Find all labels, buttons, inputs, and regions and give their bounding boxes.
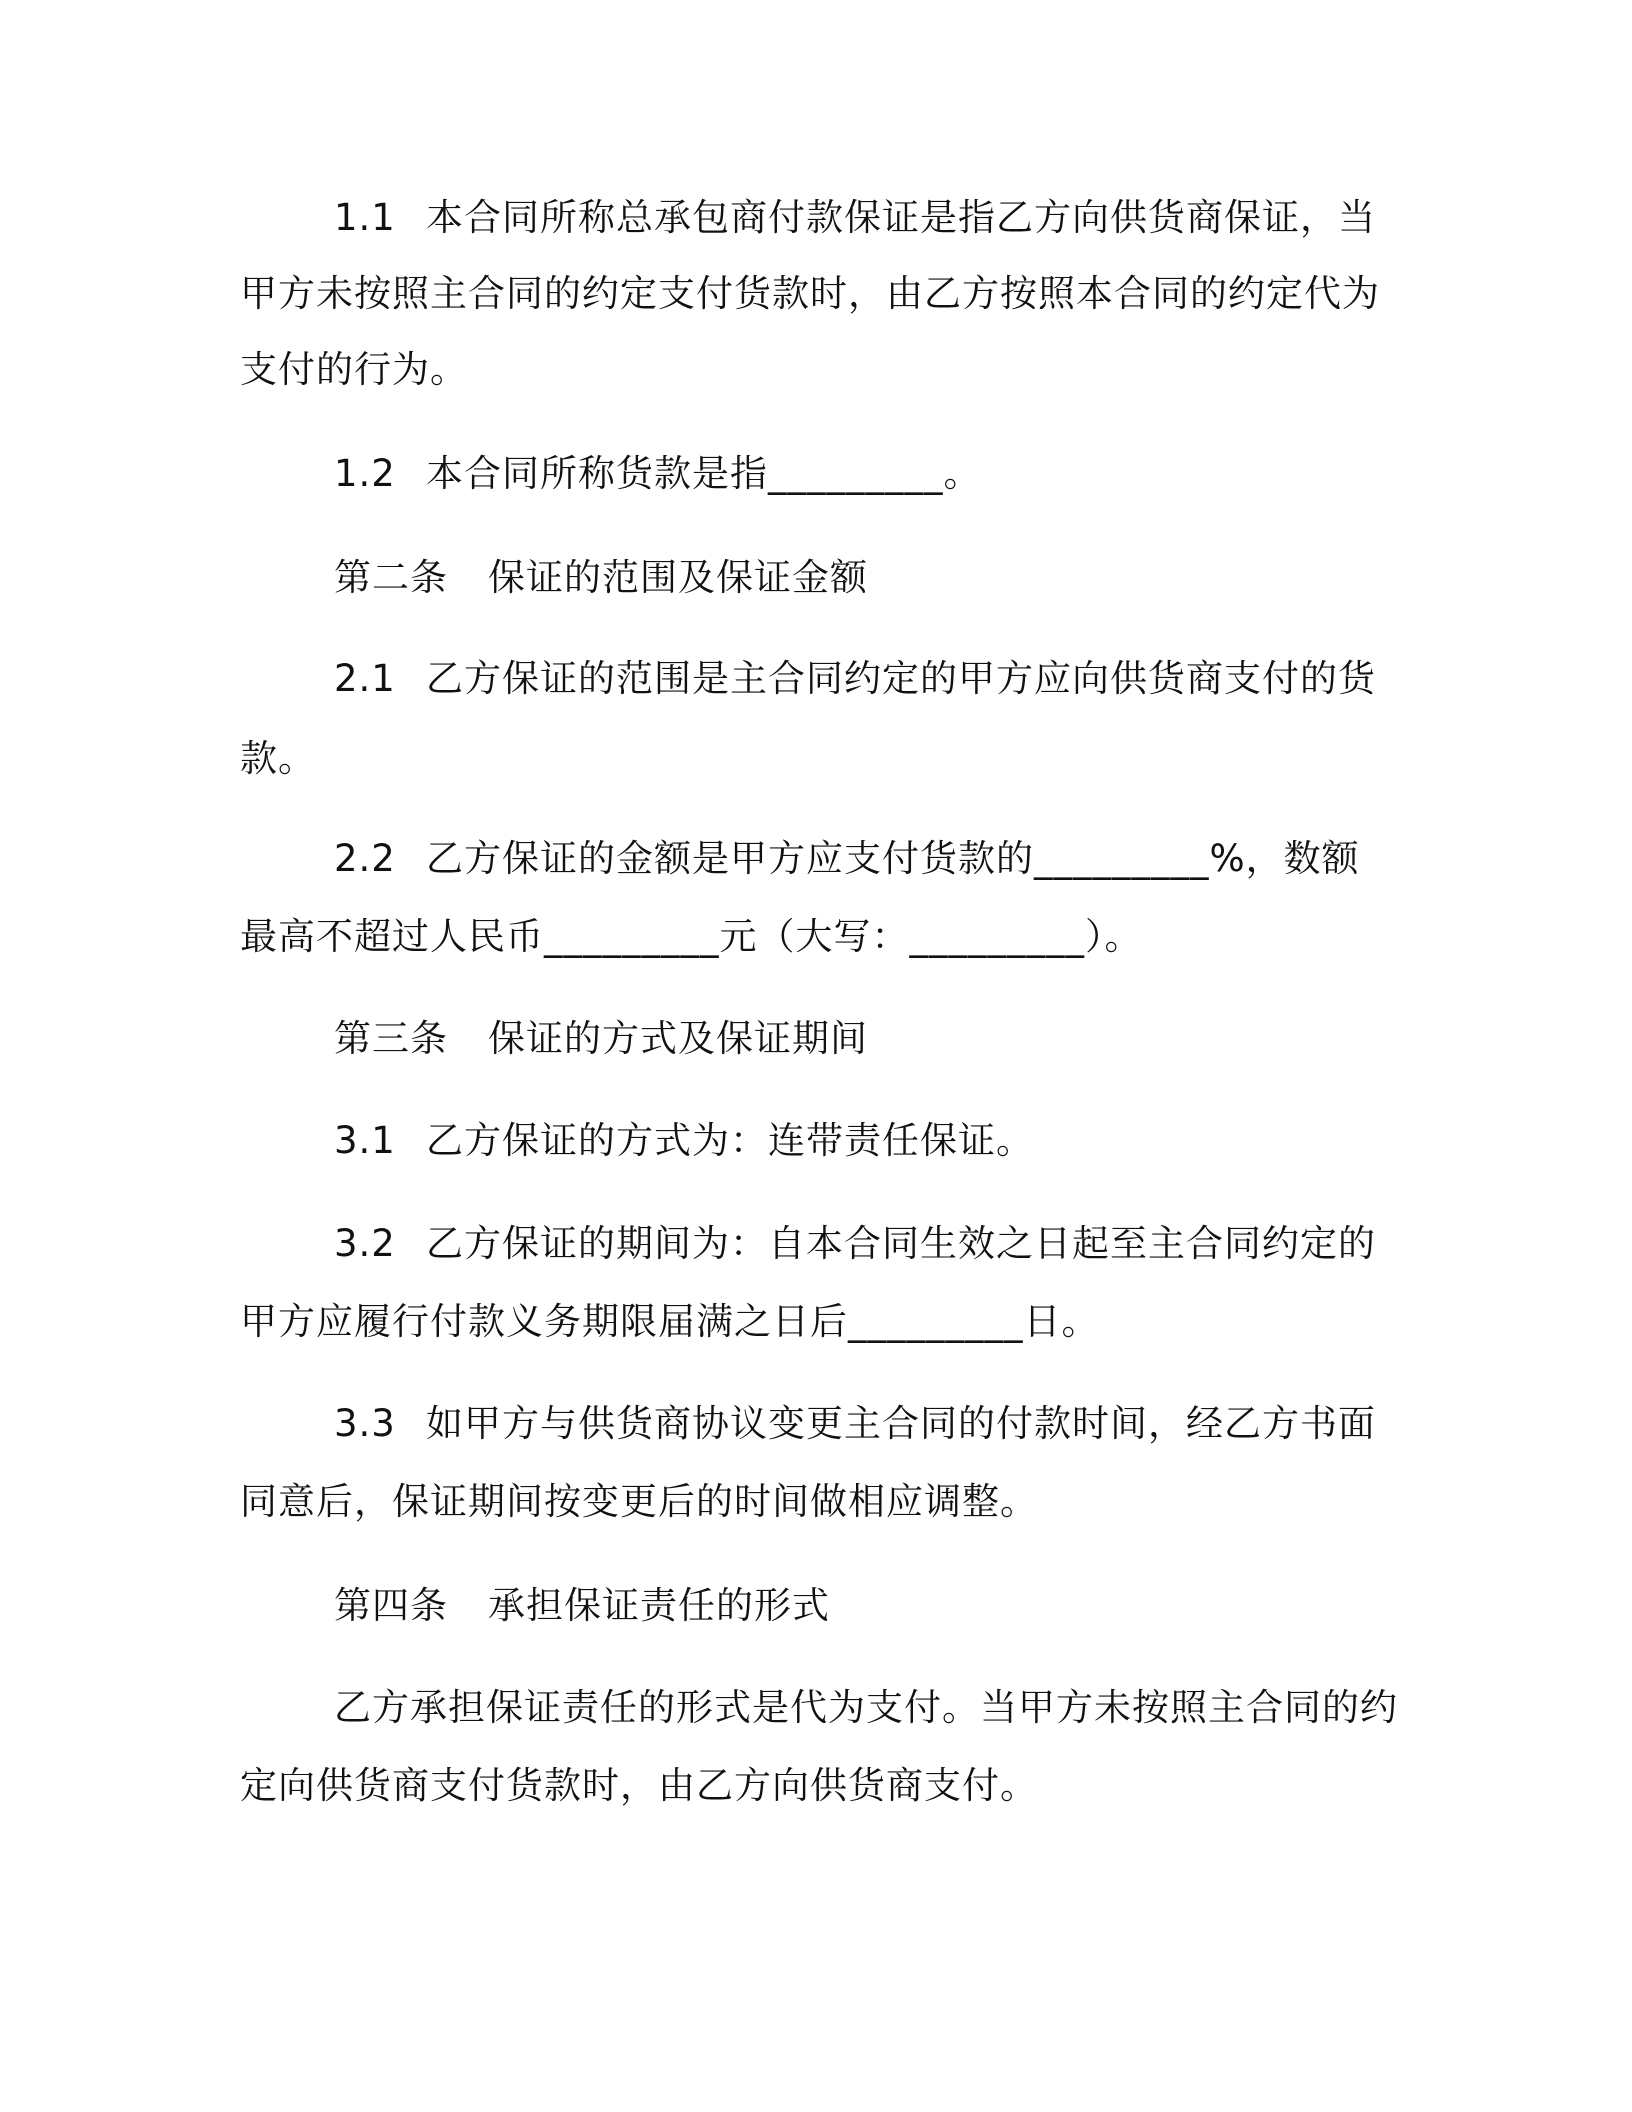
clause-3-1-line-1 — [334, 1117, 1034, 1165]
clause-1-1-line-2: 甲方未按照主合同的约定支付货款时，由乙方按照本合同的约定代为 — [240, 272, 1380, 315]
clause-number: 1.2 — [334, 452, 396, 495]
article-number: 第三条 — [334, 1017, 448, 1060]
clause-1-2-line-1 — [334, 450, 982, 498]
article-title: 保证的范围及保证金额 — [488, 556, 868, 599]
document-page — [240, 0, 1398, 2112]
article-4-heading — [334, 1582, 830, 1630]
article-number: 第二条 — [334, 556, 448, 599]
article-number: 第四条 — [334, 1584, 448, 1627]
clause-text: 乙方保证的方式为：连带责任保证。 — [426, 1119, 1034, 1162]
clause-2-1-line-2: 款。 — [240, 737, 316, 780]
clause-3-2-line-1 — [334, 1220, 1376, 1268]
clause-1-1-line-1 — [334, 194, 1376, 242]
article-title: 承担保证责任的形式 — [488, 1584, 830, 1627]
clause-number: 3.2 — [334, 1222, 396, 1265]
clause-3-2-line-2: 甲方应履行付款义务期限届满之日后_________日。 — [240, 1300, 1100, 1343]
clause-text: 本合同所称总承包商付款保证是指乙方向供货商保证，当 — [426, 196, 1376, 239]
clause-2-2-line-2: 最高不超过人民币_________元（大写：_________）。 — [240, 915, 1143, 958]
clause-text: 如甲方与供货商协议变更主合同的付款时间，经乙方书面 — [426, 1402, 1376, 1445]
clause-number: 1.1 — [334, 196, 396, 239]
article-4-body-line-2: 定向供货商支付货款时，由乙方向供货商支付。 — [240, 1764, 1038, 1807]
clause-number: 2.2 — [334, 837, 396, 880]
clause-1-1-line-3: 支付的行为。 — [240, 348, 468, 391]
clause-3-3-line-1 — [334, 1400, 1376, 1448]
clause-text: 乙方保证的范围是主合同约定的甲方应向供货商支付的货 — [426, 657, 1376, 700]
clause-text: 乙方保证的金额是甲方应支付货款的_________%，数额 — [426, 837, 1360, 880]
article-3-heading — [334, 1015, 868, 1063]
clause-text: 乙方保证的期间为：自本合同生效之日起至主合同约定的 — [426, 1222, 1376, 1265]
clause-text: 本合同所称货款是指_________。 — [426, 452, 982, 495]
clause-2-1-line-1 — [334, 655, 1376, 703]
article-4-body-line-1: 乙方承担保证责任的形式是代为支付。当甲方未按照主合同的约 — [334, 1686, 1398, 1729]
clause-2-2-line-1 — [334, 835, 1360, 883]
clause-number: 2.1 — [334, 657, 396, 700]
clause-3-3-line-2: 同意后，保证期间按变更后的时间做相应调整。 — [240, 1480, 1038, 1523]
article-2-heading — [334, 554, 868, 602]
clause-number: 3.1 — [334, 1119, 396, 1162]
article-title: 保证的方式及保证期间 — [488, 1017, 868, 1060]
clause-number: 3.3 — [334, 1402, 396, 1445]
